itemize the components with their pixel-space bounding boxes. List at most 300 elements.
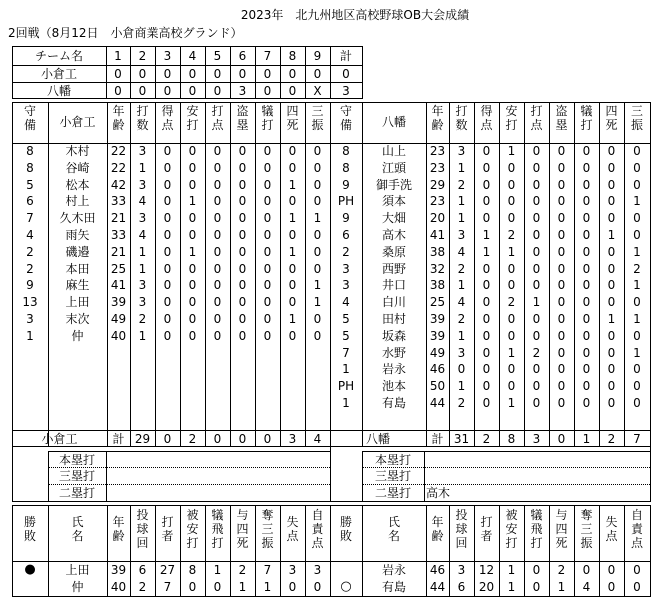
grid-line — [12, 46, 363, 47]
grid-line — [12, 501, 651, 502]
pitching-stat: 12 — [478, 563, 495, 577]
stat-header: 犠 打 — [580, 104, 593, 132]
player-stat: 1 — [507, 144, 516, 158]
player-stat: 1 — [457, 211, 466, 225]
player-stat: 0 — [633, 362, 641, 376]
stat-header: 得 点 — [161, 104, 174, 132]
team-name: 小倉工 — [40, 67, 77, 81]
stat-header: 打 数 — [136, 104, 149, 132]
player-stat: 0 — [557, 161, 566, 175]
player-stat: 1 — [532, 295, 541, 309]
player-stat: 0 — [557, 178, 566, 192]
team-total-label: 八幡 — [365, 432, 390, 446]
stat-header: 四 死 — [286, 104, 299, 132]
player-stat: 0 — [238, 245, 247, 259]
player-stat: 0 — [607, 278, 616, 292]
player-age: 46 — [429, 362, 446, 376]
player-stat: 0 — [263, 144, 272, 158]
player-stat: 0 — [557, 329, 566, 343]
pitching-stat: 6 — [138, 563, 147, 577]
pitching-stat: 1 — [507, 563, 516, 577]
player-name: 須本 — [381, 194, 406, 208]
player-position: 8 — [342, 161, 350, 175]
player-stat: 4 — [138, 228, 147, 242]
page-title: 2023年 北九州地区高校野球OB大会成績 — [240, 8, 470, 22]
player-stat: 0 — [557, 278, 566, 292]
team-total: 0 — [238, 432, 247, 446]
player-age: 41 — [110, 278, 127, 292]
player-stat: 3 — [138, 178, 147, 192]
player-name: 水野 — [381, 346, 406, 360]
player-age: 22 — [110, 144, 127, 158]
player-stat: 4 — [138, 194, 147, 208]
player-stat: 0 — [582, 245, 591, 259]
position-header: 守 備 — [23, 104, 36, 132]
player-name: 村上 — [65, 194, 90, 208]
player-age: 32 — [429, 262, 446, 276]
player-stat: 4 — [457, 245, 466, 259]
player-age: 23 — [429, 194, 446, 208]
inning-score: 0 — [188, 67, 197, 81]
player-stat: 0 — [582, 278, 591, 292]
team-total: 2 — [607, 432, 616, 446]
player-stat: 0 — [507, 211, 516, 225]
pitching-stat-header: 打 者 — [161, 515, 174, 543]
player-age: 49 — [429, 346, 446, 360]
player-age: 29 — [429, 178, 446, 192]
pitching-stat: 3 — [288, 563, 297, 577]
player-stat: 1 — [288, 312, 297, 326]
player-stat: 0 — [532, 379, 541, 393]
player-stat: 0 — [582, 178, 591, 192]
player-stat: 0 — [213, 329, 222, 343]
team-total: 4 — [313, 432, 322, 446]
player-stat: 1 — [507, 396, 516, 410]
player-stat: 0 — [263, 278, 272, 292]
player-stat: 0 — [532, 362, 541, 376]
player-stat: 0 — [607, 362, 616, 376]
stat-header: 打 点 — [530, 104, 543, 132]
player-stat: 0 — [163, 194, 172, 208]
player-stat: 0 — [263, 178, 272, 192]
player-stat: 2 — [633, 262, 641, 276]
total-label: 計 — [431, 432, 444, 446]
extra-hit-label: 二塁打 — [58, 486, 95, 500]
player-stat: 1 — [633, 346, 641, 360]
inning-score: 0 — [138, 67, 147, 81]
inning-header: 5 — [213, 49, 222, 63]
player-age: 39 — [429, 329, 446, 343]
player-stat: 0 — [633, 228, 641, 242]
player-stat: 0 — [532, 161, 541, 175]
pitcher-age: 44 — [429, 580, 446, 594]
pitching-stat: 0 — [633, 563, 641, 577]
player-stat: 0 — [288, 329, 297, 343]
player-stat: 0 — [213, 178, 222, 192]
player-name: 末次 — [65, 312, 90, 326]
player-stat: 1 — [507, 245, 516, 259]
stat-header: 四 死 — [605, 104, 618, 132]
team-total: 31 — [453, 432, 470, 446]
pitching-stat: 7 — [263, 563, 272, 577]
inning-score: 3 — [238, 84, 247, 98]
inning-score: 0 — [163, 84, 172, 98]
player-name: 井口 — [381, 278, 406, 292]
pitching-stat: 1 — [507, 580, 516, 594]
player-position: 7 — [26, 211, 34, 225]
player-stat: 0 — [532, 278, 541, 292]
pitching-stat-header: 与 四 死 — [555, 508, 568, 550]
player-age: 42 — [110, 178, 127, 192]
pitching-stat: 2 — [557, 563, 566, 577]
player-position: 13 — [22, 295, 38, 309]
player-stat: 0 — [163, 295, 172, 309]
player-stat: 0 — [313, 312, 322, 326]
player-stat: 0 — [507, 278, 516, 292]
player-stat: 1 — [138, 329, 147, 343]
player-stat: 0 — [213, 245, 222, 259]
player-stat: 0 — [607, 178, 616, 192]
player-stat: 0 — [482, 278, 491, 292]
player-stat: 0 — [607, 379, 616, 393]
team-name-header: チーム名 — [34, 49, 83, 63]
pitching-stat: 0 — [213, 580, 222, 594]
team-total-label: 小倉工 — [41, 432, 78, 446]
player-position: 6 — [26, 194, 34, 208]
player-stat: 0 — [633, 161, 641, 175]
pitcher-age: 39 — [110, 563, 127, 577]
inning-header: 9 — [313, 49, 322, 63]
player-name: 磯邉 — [65, 245, 90, 259]
inning-score: 0 — [138, 84, 147, 98]
player-stat: 0 — [263, 228, 272, 242]
player-name: 有島 — [381, 396, 406, 410]
pitching-stat-header: 奪 三 振 — [580, 508, 593, 550]
player-stat: 0 — [238, 178, 247, 192]
player-stat: 0 — [313, 178, 322, 192]
player-stat: 0 — [532, 396, 541, 410]
team-total: 2 — [482, 432, 491, 446]
pitching-stat-header: 犠 飛 打 — [530, 508, 543, 550]
player-position: 4 — [26, 228, 34, 242]
player-age: 49 — [110, 312, 127, 326]
player-stat: 0 — [163, 144, 172, 158]
player-stat: 0 — [213, 144, 222, 158]
inning-score: 0 — [188, 84, 197, 98]
player-stat: 0 — [607, 144, 616, 158]
grid-line — [48, 451, 331, 452]
player-stat: 1 — [633, 245, 641, 259]
player-stat: 1 — [482, 228, 491, 242]
player-stat: 0 — [532, 228, 541, 242]
player-position: 3 — [342, 262, 350, 276]
player-stat: 0 — [532, 178, 541, 192]
player-stat: 1 — [288, 245, 297, 259]
player-stat: 0 — [263, 329, 272, 343]
pitching-stat: 1 — [557, 580, 566, 594]
player-stat: 0 — [238, 161, 247, 175]
player-name: 高木 — [381, 228, 406, 242]
win-loss-mark: ● — [24, 562, 36, 577]
pitching-stat-header: 奪 三 振 — [261, 508, 274, 550]
total-score: 3 — [342, 84, 350, 98]
player-stat: 0 — [288, 278, 297, 292]
pitcher-age: 40 — [110, 580, 127, 594]
player-stat: 0 — [188, 329, 197, 343]
stat-header: 盗 塁 — [236, 104, 249, 132]
player-stat: 0 — [482, 262, 491, 276]
player-stat: 0 — [557, 262, 566, 276]
player-stat: 0 — [582, 312, 591, 326]
player-position: 2 — [26, 262, 34, 276]
player-name: 谷崎 — [65, 161, 90, 175]
player-stat: 1 — [288, 178, 297, 192]
pitching-stat: 0 — [532, 580, 541, 594]
player-position: 4 — [342, 295, 350, 309]
player-position: 7 — [342, 346, 350, 360]
team-name: 八幡 — [46, 84, 71, 98]
grid-line — [362, 451, 651, 452]
player-position: PH — [337, 379, 355, 393]
player-stat: 0 — [507, 161, 516, 175]
player-age: 22 — [110, 161, 127, 175]
player-stat: 0 — [557, 194, 566, 208]
player-stat: 3 — [138, 211, 147, 225]
player-stat: 3 — [457, 228, 466, 242]
player-position: 5 — [342, 312, 350, 326]
player-stat: 0 — [213, 194, 222, 208]
player-stat: 0 — [557, 312, 566, 326]
player-stat: 0 — [238, 211, 247, 225]
player-name: 上田 — [65, 295, 90, 309]
grid-line — [12, 65, 363, 66]
dotted-line — [362, 467, 650, 468]
player-stat: 0 — [557, 228, 566, 242]
stat-header: 安 打 — [505, 104, 518, 132]
player-stat: 0 — [313, 228, 322, 242]
player-age: 50 — [429, 379, 446, 393]
player-stat: 0 — [313, 161, 322, 175]
player-stat: 0 — [163, 278, 172, 292]
pitcher-result-header: 勝 敗 — [23, 515, 36, 543]
player-stat: 0 — [238, 278, 247, 292]
pitching-stat-header: 被 安 打 — [186, 508, 199, 550]
player-stat: 0 — [163, 211, 172, 225]
team-total: 0 — [163, 432, 172, 446]
player-stat: 0 — [238, 262, 247, 276]
pitching-stat: 6 — [457, 580, 466, 594]
player-position: 8 — [26, 161, 34, 175]
player-stat: 0 — [607, 329, 616, 343]
player-stat: 0 — [582, 396, 591, 410]
player-stat: 0 — [163, 262, 172, 276]
player-position: 2 — [26, 245, 34, 259]
player-stat: 0 — [633, 178, 641, 192]
team-header: 小倉工 — [59, 115, 96, 129]
player-stat: 0 — [507, 312, 516, 326]
player-stat: 0 — [238, 194, 247, 208]
pitcher-result-header: 勝 敗 — [339, 515, 352, 543]
player-stat: 0 — [482, 295, 491, 309]
stat-header: 盗 塁 — [555, 104, 568, 132]
win-loss-mark: ○ — [340, 579, 352, 594]
team-total: 0 — [557, 432, 566, 446]
player-stat: 0 — [607, 245, 616, 259]
player-stat: 0 — [313, 329, 322, 343]
player-age: 40 — [110, 329, 127, 343]
player-stat: 0 — [188, 312, 197, 326]
pitching-stat-header: 犠 飛 打 — [211, 508, 224, 550]
player-stat: 3 — [457, 144, 466, 158]
player-stat: 0 — [313, 144, 322, 158]
player-stat: 0 — [482, 312, 491, 326]
player-name: 雨矢 — [65, 228, 90, 242]
player-stat: 3 — [457, 346, 466, 360]
player-stat: 0 — [163, 245, 172, 259]
player-stat: 2 — [457, 312, 466, 326]
player-stat: 0 — [633, 379, 641, 393]
player-stat: 0 — [582, 194, 591, 208]
player-name: 仲 — [71, 329, 84, 343]
player-stat: 2 — [457, 396, 466, 410]
total-label: 計 — [112, 432, 125, 446]
player-stat: 0 — [507, 262, 516, 276]
player-stat: 0 — [507, 194, 516, 208]
player-stat: 0 — [263, 211, 272, 225]
player-stat: 0 — [457, 362, 466, 376]
player-name: 久木田 — [59, 211, 96, 225]
pitching-stat-header: 投 球 回 — [136, 508, 149, 550]
player-age: 23 — [429, 161, 446, 175]
player-stat: 0 — [532, 312, 541, 326]
player-age: 38 — [429, 245, 446, 259]
grid-line — [12, 82, 363, 83]
player-age: 21 — [110, 245, 127, 259]
dotted-line — [362, 484, 650, 485]
player-stat: 0 — [213, 278, 222, 292]
player-name: 大畑 — [381, 211, 406, 225]
player-stat: 0 — [213, 161, 222, 175]
grid-line — [106, 451, 107, 502]
player-stat: 0 — [633, 396, 641, 410]
player-age: 25 — [110, 262, 127, 276]
player-stat: 0 — [557, 211, 566, 225]
player-stat: 0 — [313, 194, 322, 208]
player-stat: 2 — [138, 312, 147, 326]
player-stat: 0 — [263, 295, 272, 309]
player-stat: 0 — [238, 144, 247, 158]
stat-header: 打 点 — [211, 104, 224, 132]
player-name: 本田 — [65, 262, 90, 276]
team-total: 29 — [134, 432, 151, 446]
player-stat: 0 — [582, 362, 591, 376]
player-name: 田村 — [381, 312, 406, 326]
stat-header: 犠 打 — [261, 104, 274, 132]
team-total: 3 — [288, 432, 297, 446]
player-stat: 0 — [213, 295, 222, 309]
player-stat: 0 — [607, 262, 616, 276]
player-stat: 2 — [457, 178, 466, 192]
pitching-stat: 0 — [288, 580, 297, 594]
player-age: 23 — [429, 144, 446, 158]
pitcher-name-header: 氏 名 — [387, 515, 400, 543]
player-stat: 0 — [582, 161, 591, 175]
inning-score: 0 — [213, 67, 222, 81]
player-stat: 0 — [582, 346, 591, 360]
player-stat: 0 — [263, 245, 272, 259]
player-age: 33 — [110, 228, 127, 242]
player-stat: 0 — [263, 161, 272, 175]
player-stat: 2 — [457, 262, 466, 276]
extra-hit-players: 高木 — [426, 486, 451, 500]
extra-hit-label: 二塁打 — [374, 486, 411, 500]
player-stat: 1 — [507, 346, 516, 360]
player-age: 44 — [429, 396, 446, 410]
grid-line — [650, 505, 651, 597]
inning-header: 1 — [114, 49, 122, 63]
player-stat: 2 — [532, 346, 541, 360]
player-stat: 0 — [288, 295, 297, 309]
inning-header: 3 — [163, 49, 172, 63]
player-position: 1 — [342, 396, 350, 410]
dotted-line — [48, 484, 330, 485]
player-stat: 0 — [482, 194, 491, 208]
player-stat: 0 — [633, 295, 641, 309]
player-position: 9 — [26, 278, 34, 292]
total-header: 計 — [339, 49, 352, 63]
player-age: 25 — [429, 295, 446, 309]
player-stat: 1 — [457, 379, 466, 393]
inning-header: 6 — [238, 49, 247, 63]
age-header: 年 齢 — [112, 104, 125, 132]
extra-hit-label: 本塁打 — [374, 453, 411, 467]
pitching-stat: 8 — [188, 563, 197, 577]
pitcher-age: 46 — [429, 563, 446, 577]
pitching-stat: 7 — [163, 580, 172, 594]
inning-header: 2 — [138, 49, 147, 63]
pitcher-age-header: 年 齢 — [112, 515, 125, 543]
grid-line — [12, 446, 13, 502]
player-stat: 0 — [188, 295, 197, 309]
pitching-stat-header: 失 点 — [286, 515, 299, 543]
team-total: 1 — [582, 432, 591, 446]
player-name: 木村 — [65, 144, 90, 158]
player-stat: 0 — [532, 245, 541, 259]
team-header: 八幡 — [381, 115, 406, 129]
player-stat: 0 — [482, 346, 491, 360]
player-stat: 0 — [188, 211, 197, 225]
player-stat: 0 — [163, 312, 172, 326]
player-position: 6 — [342, 228, 350, 242]
pitching-stat: 0 — [582, 563, 591, 577]
player-stat: 0 — [188, 178, 197, 192]
player-stat: 1 — [138, 262, 147, 276]
player-stat: 1 — [482, 245, 491, 259]
player-stat: 0 — [263, 194, 272, 208]
player-stat: 0 — [482, 362, 491, 376]
inning-header: 4 — [188, 49, 197, 63]
player-position: 9 — [342, 211, 350, 225]
player-stat: 0 — [163, 161, 172, 175]
player-stat: 0 — [482, 144, 491, 158]
player-stat: 0 — [557, 379, 566, 393]
inning-score: 0 — [288, 84, 297, 98]
player-stat: 2 — [507, 228, 516, 242]
player-stat: 1 — [138, 245, 147, 259]
player-stat: 0 — [288, 161, 297, 175]
player-stat: 4 — [457, 295, 466, 309]
player-stat: 0 — [607, 295, 616, 309]
